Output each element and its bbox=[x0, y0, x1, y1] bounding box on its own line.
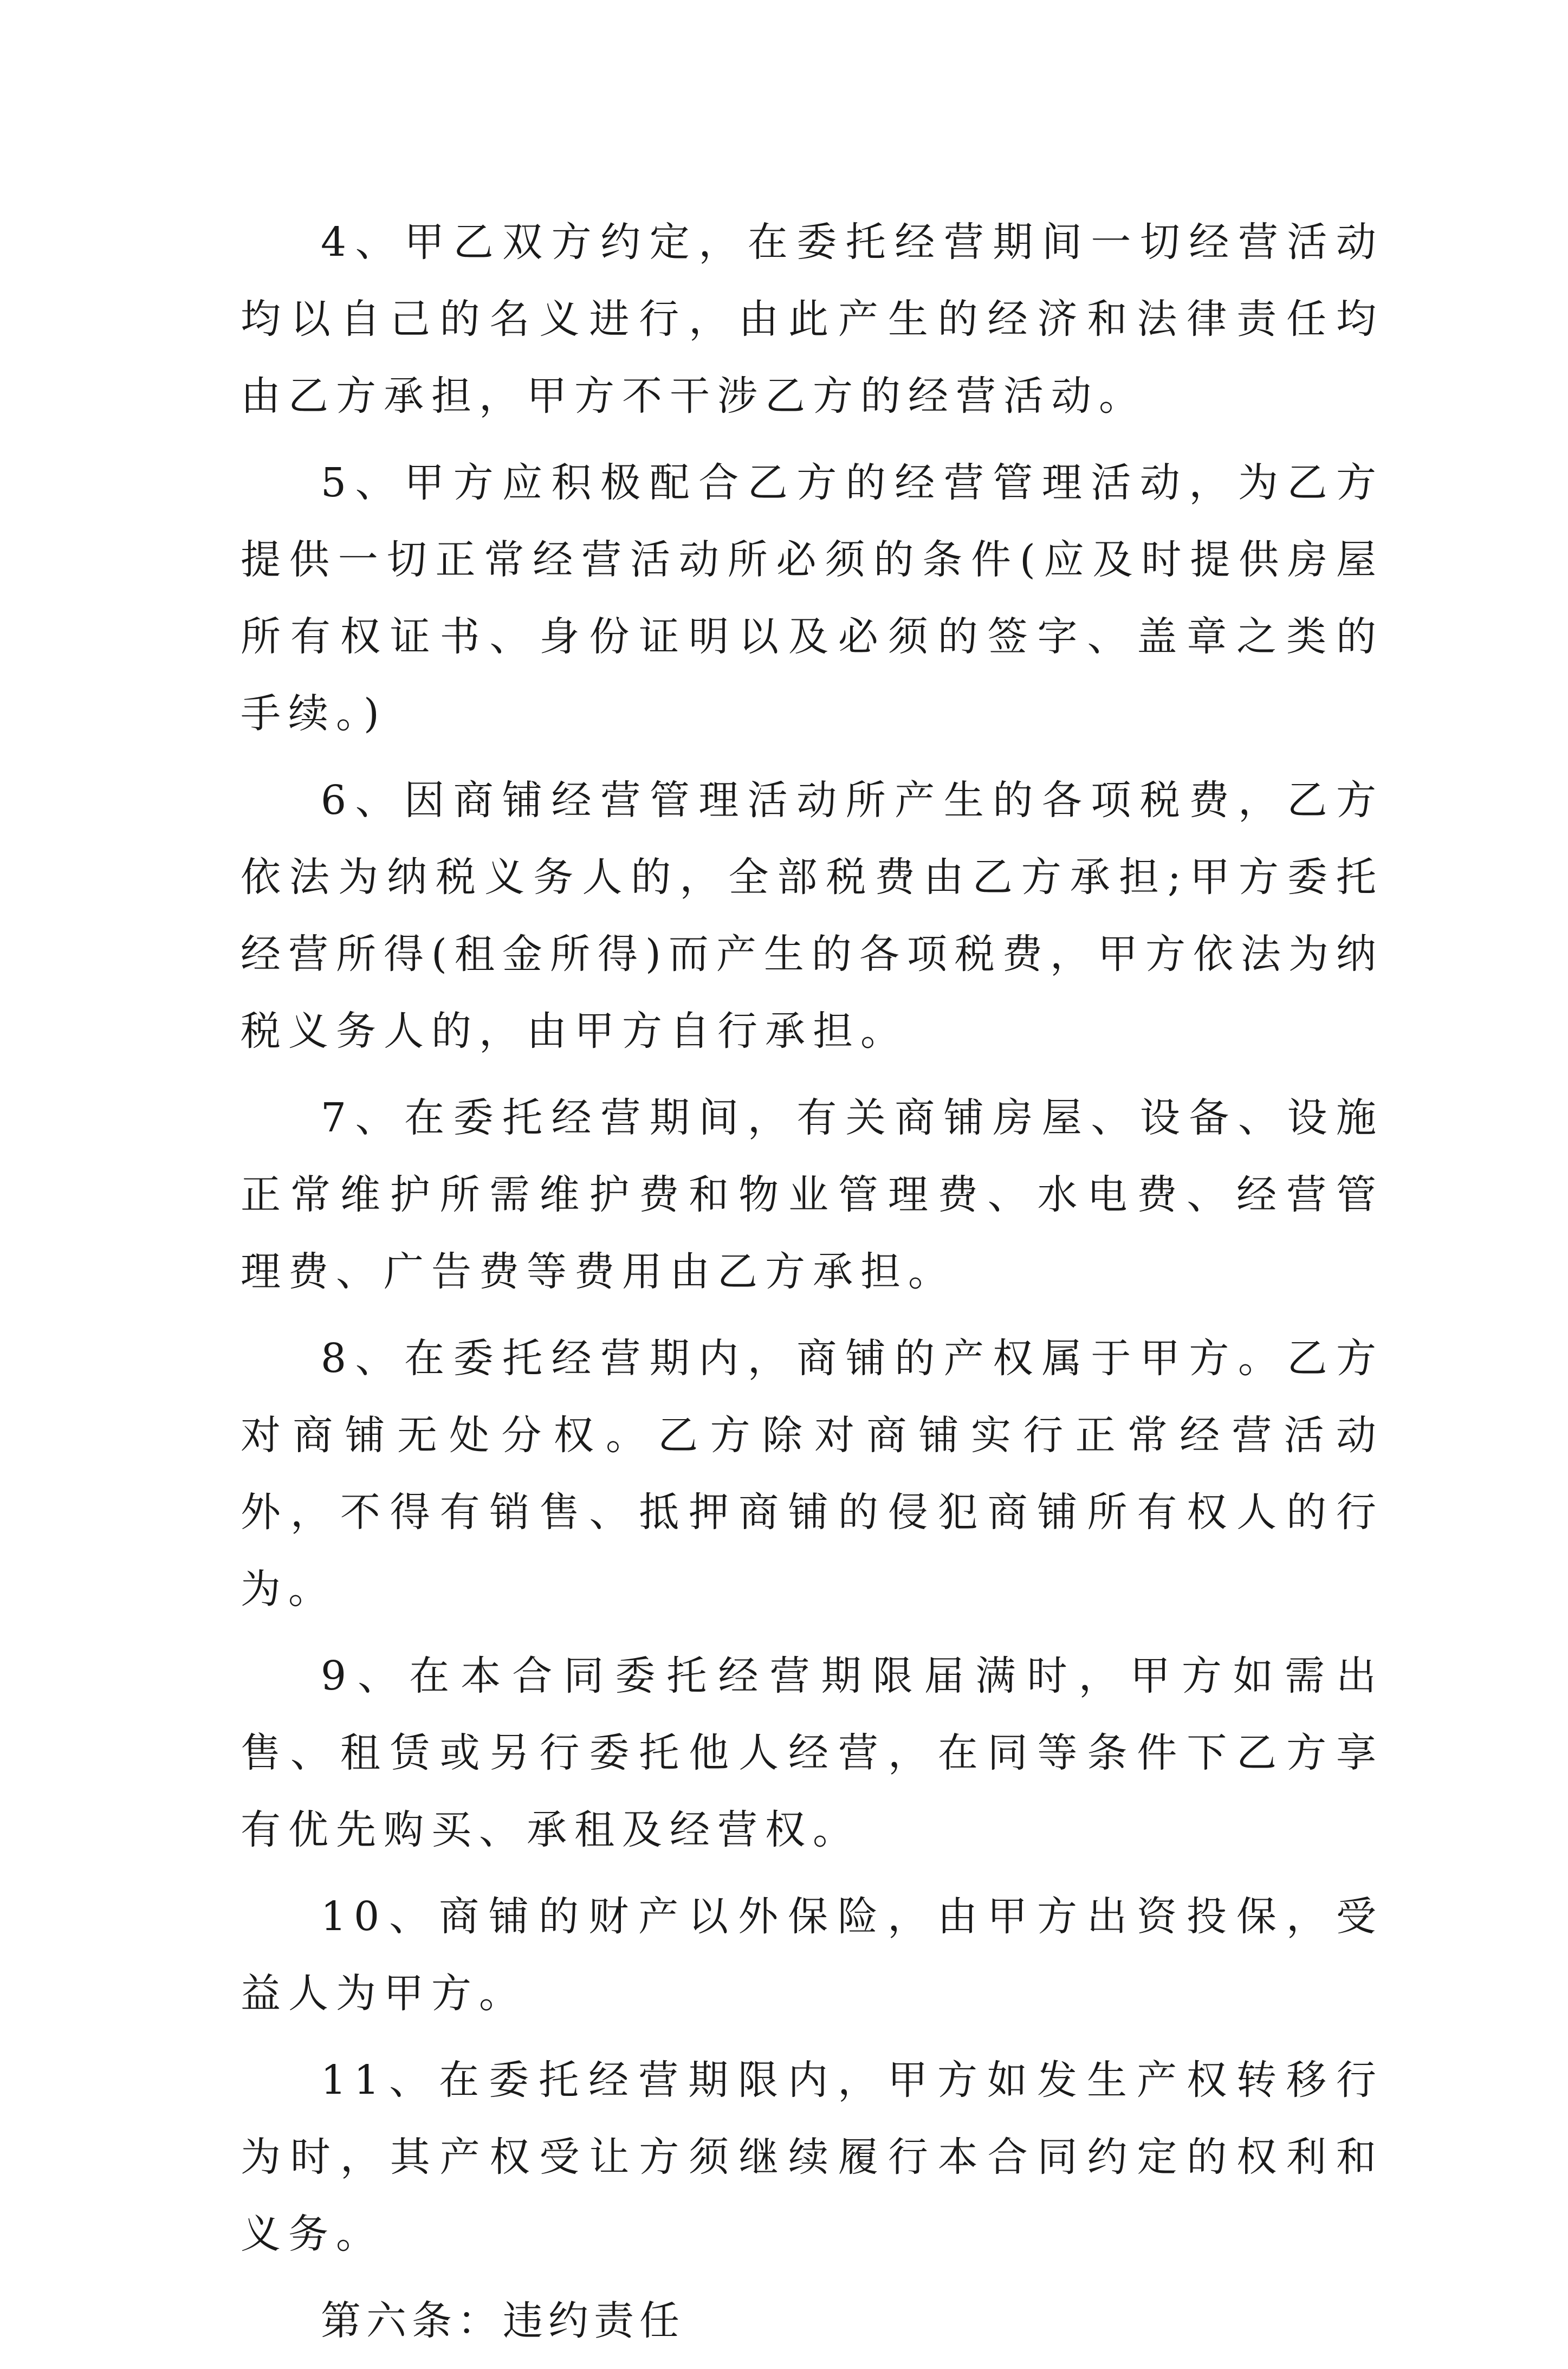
section-heading: 第六条：违约责任 bbox=[321, 2297, 685, 2344]
clause-4: 4、甲乙双方约定，在委托经营期间一切经营活动均以自己的名义进行，由此产生的经济和法律责任均由乙方承担，甲方不干涉乙方的经营活动。 bbox=[241, 219, 1384, 419]
clause-9: 9、在本合同委托经营期限届满时，甲方如需出售、租赁或另行委托他人经营，在同等条件下乙方享有优先购买、承租及经营权。 bbox=[241, 1653, 1384, 1853]
clause-8: 8、在委托经营期内，商铺的产权属于甲方。乙方对商铺无处分权。乙方除对商铺实行正常经营活动外，不得有销售、抵押商铺的侵犯商铺所有权人的行为。 bbox=[241, 1335, 1384, 1613]
clause-6: 6、因商铺经营管理活动所产生的各项税费，乙方依法为纳税义务人的，全部税费由乙方承担;甲方委托经营所得(租金所得)而产生的各项税费，甲方依法为纳税义务人的，由甲方自行承担。 bbox=[241, 777, 1384, 1054]
clause-11: 11、在委托经营期限内，甲方如发生产权转移行为时，其产权受让方须继续履行本合同约定的权利和义务。 bbox=[241, 2057, 1384, 2257]
clause-10: 10、商铺的财产以外保险，由甲方出资投保，受益人为甲方。 bbox=[241, 1893, 1384, 2017]
clause-5: 5、甲方应积极配合乙方的经营管理活动，为乙方提供一切正常经营活动所必须的条件(应及时提供房屋所有权证书、身份证明以及必须的签字、盖章之类的手续。) bbox=[241, 459, 1384, 737]
clause-7: 7、在委托经营期间，有关商铺房屋、设备、设施正常维护所需维护费和物业管理费、水电费、经营管理费、广告费等费用由乙方承担。 bbox=[241, 1095, 1384, 1295]
document-body bbox=[241, 204, 1384, 2369]
